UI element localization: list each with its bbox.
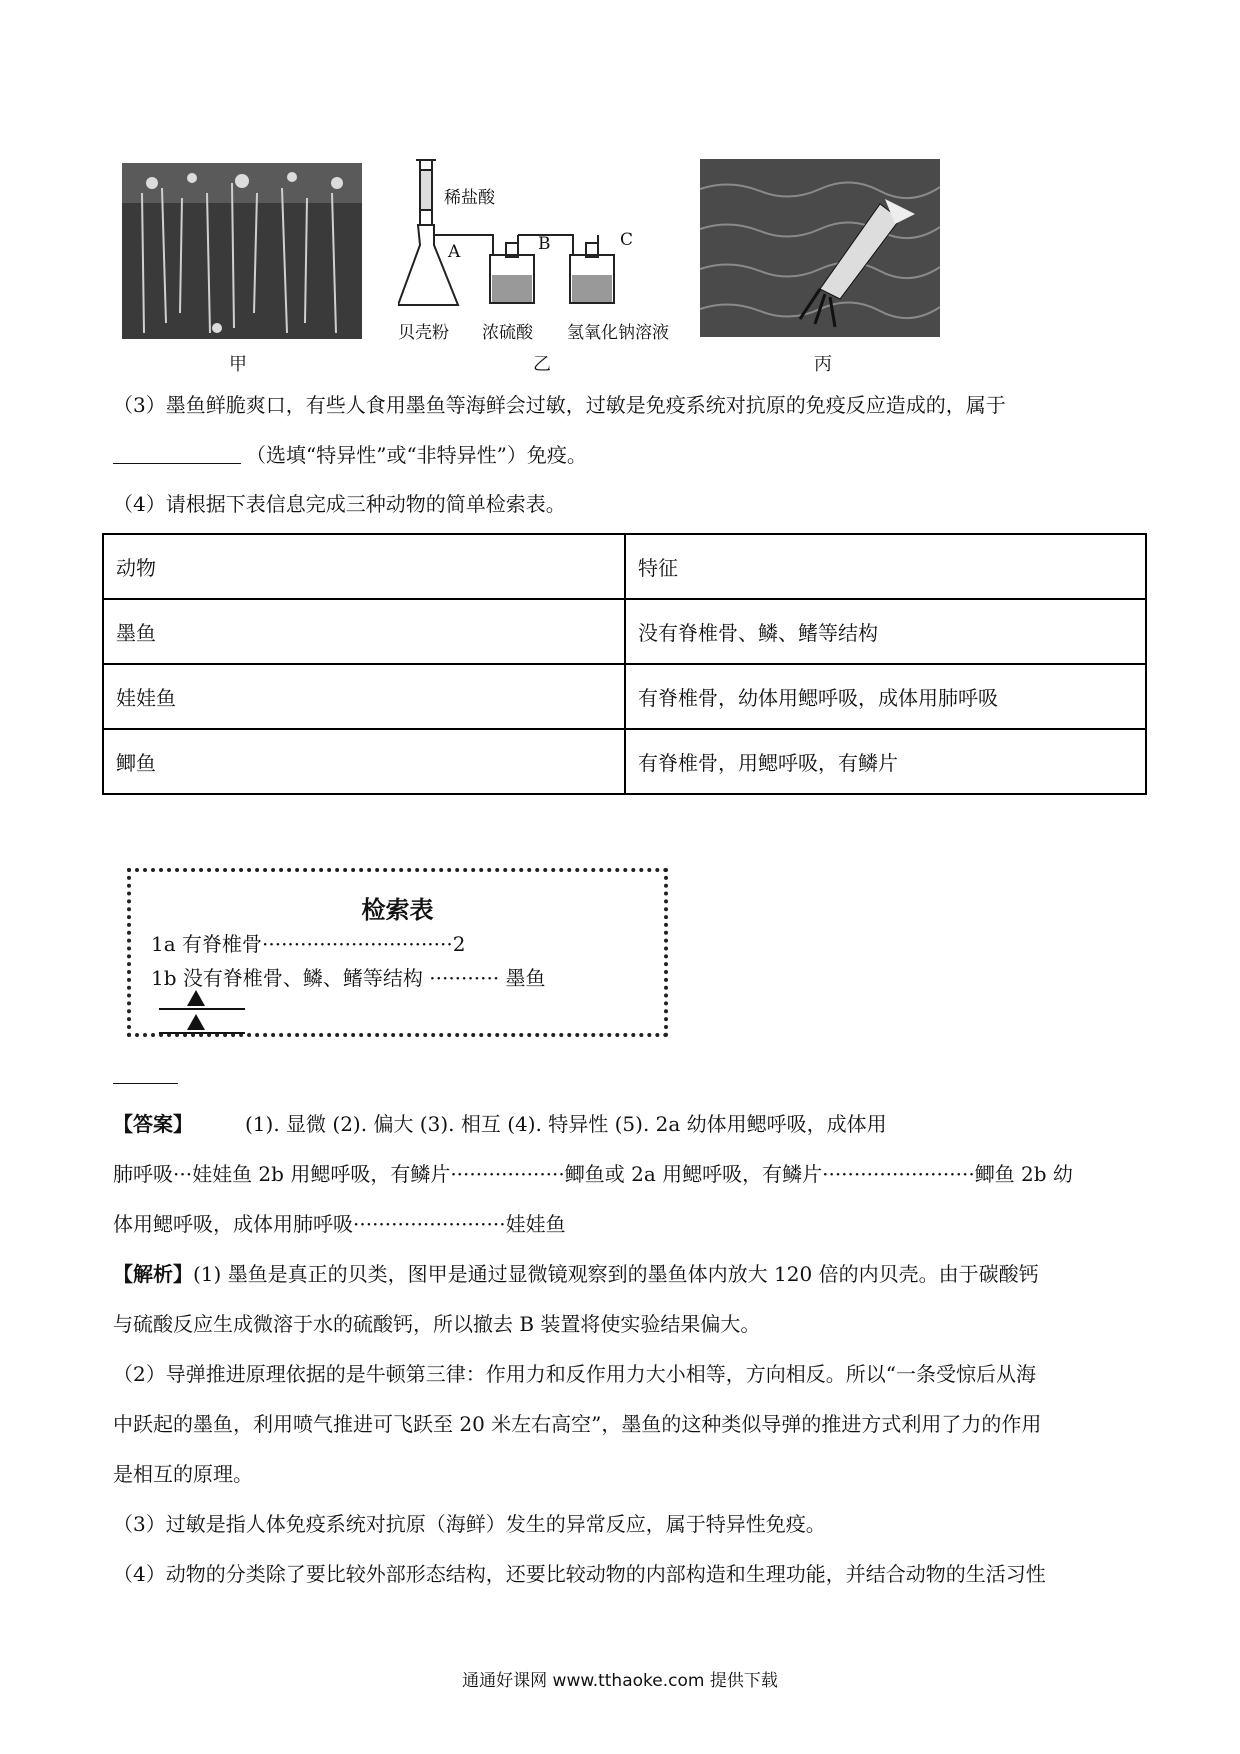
label-naoh: 氢氧化钠溶液 <box>567 323 669 343</box>
analysis-p2-line2: 中跃起的墨鱼，利用喷气推进可飞跃至 20 米左右高空”，墨鱼的这种类似导弹的推进方式利用了力的作用 <box>113 1412 1042 1436</box>
table-row <box>103 729 1146 794</box>
label-b: B <box>538 234 551 254</box>
table-header-row <box>103 534 1146 599</box>
figure-jia-caption: 甲 <box>229 354 247 375</box>
figure-jia-image <box>122 163 362 339</box>
label-acid: 稀盐酸 <box>444 188 495 208</box>
blank-marker-icon <box>187 1014 205 1030</box>
table-cell: 有脊椎骨，用鳃呼吸，有鳞片 <box>625 729 1146 794</box>
q3-line1: （3）墨鱼鲜脆爽口，有些人食用墨鱼等海鲜会过敏，过敏是免疫系统对抗原的免疫反应造成的，属于 <box>113 393 1006 417</box>
analysis-p1-line2: 与硫酸反应生成微溶于水的硫酸钙，所以撤去 B 装置将使实验结果偏大。 <box>113 1312 761 1336</box>
table-row <box>103 599 1146 664</box>
table-cell: 墨鱼 <box>103 599 625 664</box>
blank-line <box>159 1032 245 1034</box>
animal-table <box>102 533 1147 795</box>
figure-bing-image <box>700 159 940 337</box>
figure-bing-caption: 丙 <box>814 354 832 375</box>
analysis-p1-line1: (1) 墨鱼是真正的贝类，图甲是通过显微镜观察到的墨鱼体内放大 120 倍的内贝壳。由于碳酸钙 <box>193 1262 1039 1286</box>
key-table-figure <box>113 855 673 1045</box>
key-table-border <box>127 868 668 1037</box>
answer-line1: (1). 显微 (2). 偏大 (3). 相互 (4). 特异性 (5). 2a 幼体用鳃呼吸，成体用 <box>245 1112 887 1136</box>
squid-over-sea-illustration <box>700 159 940 337</box>
answer-label <box>113 1112 193 1137</box>
table-cell: 有脊椎骨，幼体用鳃呼吸，成体用肺呼吸 <box>625 664 1146 729</box>
label-shell-powder: 贝壳粉 <box>398 323 449 343</box>
table-cell: 娃娃鱼 <box>103 664 625 729</box>
shell-microscope-illustration <box>122 163 362 339</box>
blank-marker-icon <box>187 990 205 1006</box>
table-row <box>103 664 1146 729</box>
separator-line <box>113 1083 178 1084</box>
q4-line1: （4）请根据下表信息完成三种动物的简单检索表。 <box>113 492 566 516</box>
table-cell: 没有脊椎骨、鳞、鳍等结构 <box>625 599 1146 664</box>
q3-blank <box>113 463 241 464</box>
analysis-p3: （3）过敏是指人体免疫系统对抗原（海鲜）发生的异常反应，属于特异性免疫。 <box>113 1512 826 1536</box>
analysis-p2-line1: （2）导弹推进原理依据的是牛顿第三律：作用力和反作用力大小相等，方向相反。所以“一条受惊后从海 <box>113 1362 1036 1386</box>
label-sulfuric-acid: 浓硫酸 <box>482 323 533 343</box>
analysis-p2-line3: 是相互的原理。 <box>113 1462 253 1486</box>
label-c: C <box>620 230 634 250</box>
table-header-cell: 特征 <box>625 534 1146 599</box>
blank-line <box>159 1008 245 1010</box>
answer-label-text: 【答案】 <box>113 1112 193 1136</box>
analysis-label <box>113 1262 193 1287</box>
analysis-p4: （4）动物的分类除了要比较外部形态结构，还要比较动物的内部构造和生理功能，并结合动物的生活习性 <box>113 1562 1046 1586</box>
table-cell: 鲫鱼 <box>103 729 625 794</box>
figure-yi-caption: 乙 <box>533 354 551 375</box>
key-table-title: 检索表 <box>361 895 434 924</box>
q3-line2: （选填“特异性”或“非特异性”）免疫。 <box>246 443 587 467</box>
label-a: A <box>448 242 461 262</box>
table-header-cell: 动物 <box>103 534 625 599</box>
answer-line3: 体用鳃呼吸，成体用肺呼吸························娃娃鱼 <box>113 1212 566 1236</box>
answer-line2: 肺呼吸···娃娃鱼 2b 用鳃呼吸，有鳞片··················鲫鱼或 2a 用鳃呼吸，有鳞片························鲫鱼 2b 幼 <box>113 1162 1073 1186</box>
key-table-line2: 1b 没有脊椎骨、鳞、鳍等结构 ··········· 墨鱼 <box>151 966 546 990</box>
page-footer: 通通好课网 www.tthaoke.com 提供下载 <box>462 1671 778 1691</box>
analysis-label-text: 【解析】 <box>113 1262 193 1286</box>
key-table-line1: 1a 有脊椎骨······························2 <box>151 932 466 956</box>
